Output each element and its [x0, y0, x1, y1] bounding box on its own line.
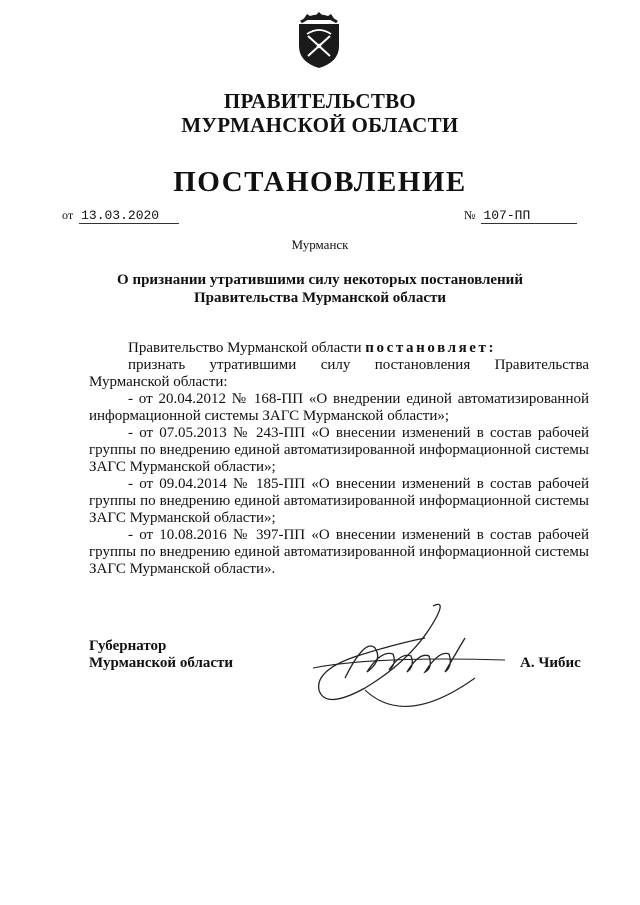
- signatory-title-line-1: Губернатор: [89, 638, 167, 654]
- intro-paragraph: [89, 340, 589, 357]
- coat-of-arms-icon: [293, 8, 345, 70]
- signatory-title: [89, 638, 233, 672]
- decree-date: 13.03.2020: [79, 208, 179, 224]
- list-item: - от 09.04.2014 № 185-ПП «О внесении изменений в состав рабочей группы по внедрению единой автоматизированной информационной системы ЗАГС Мурманской области»;: [89, 476, 589, 526]
- subject-line-2: Правительства Мурманской области: [193, 290, 447, 306]
- government-line-2: МУРМАНСКОЙ ОБЛАСТИ: [181, 113, 459, 137]
- government-line-1: ПРАВИТЕЛЬСТВО: [223, 89, 417, 113]
- decree-body: [89, 340, 589, 578]
- subject-heading: [0, 271, 640, 307]
- subject-line-1: О признании утратившими силу некоторых постановлений: [117, 272, 523, 288]
- date-prefix: от: [62, 208, 74, 222]
- document-type: ПОСТАНОВЛЕНИЕ: [173, 166, 467, 198]
- date-line: [62, 208, 179, 224]
- city: Мурманск: [291, 237, 349, 252]
- decree-number: 107-ПП: [481, 208, 577, 224]
- list-item: - от 20.04.2012 № 168-ПП «О внедрении единой автоматизированной информационной системы ЗАГС Мурманской области»;: [89, 391, 589, 424]
- signatory-name: А. Чибис: [520, 655, 581, 671]
- handwritten-signature-icon: [305, 598, 515, 733]
- number-line: [464, 208, 577, 224]
- intro-verb: постановляет:: [365, 340, 497, 356]
- list-item: - от 07.05.2013 № 243-ПП «О внесении изменений в состав рабочей группы по внедрению единой автоматизированной информационной системы ЗАГС Мурманской области»;: [89, 425, 589, 475]
- intro-text: Правительство Мурманской области: [128, 340, 366, 356]
- government-title: [0, 89, 640, 137]
- list-item: - от 10.08.2016 № 397-ПП «О внесении изменений в состав рабочей группы по внедрению единой автоматизированной информационной системы ЗАГС Мурманской области».: [89, 527, 589, 577]
- signatory-title-line-2: Мурманской области: [89, 655, 234, 671]
- lead-paragraph: признать утратившими силу постановления Правительства Мурманской области:: [89, 357, 589, 390]
- number-prefix: №: [464, 208, 476, 222]
